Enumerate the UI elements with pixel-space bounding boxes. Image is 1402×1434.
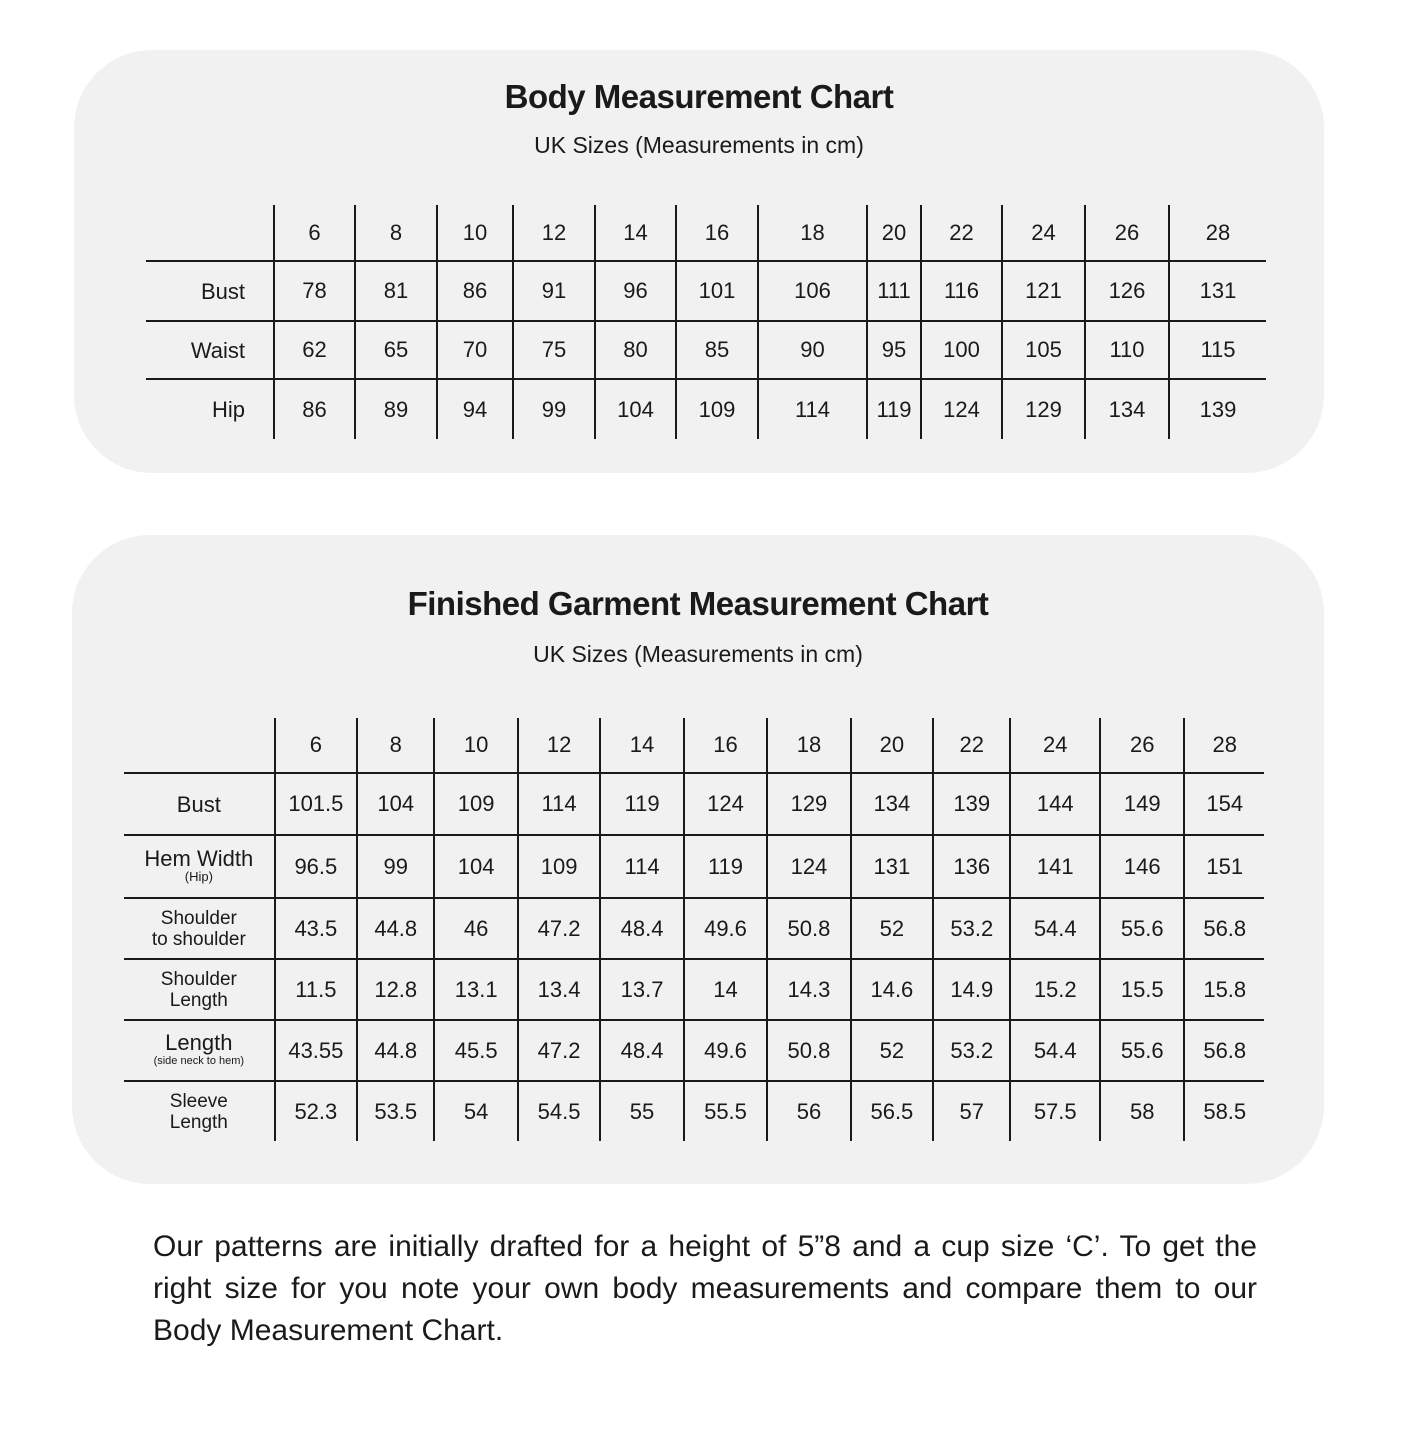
- table-cell: 65: [355, 321, 437, 379]
- size-header: 16: [676, 205, 758, 261]
- table-cell: 85: [676, 321, 758, 379]
- table-cell: 57.5: [1010, 1081, 1100, 1141]
- table-cell: 131: [1169, 261, 1266, 321]
- size-header: 18: [767, 718, 850, 773]
- table-cell: 56.5: [851, 1081, 933, 1141]
- table-cell: 53.2: [933, 898, 1010, 959]
- size-header: 20: [867, 205, 921, 261]
- table-cell: 105: [1002, 321, 1085, 379]
- size-header: 10: [437, 205, 513, 261]
- table-cell: 55.6: [1100, 1020, 1184, 1081]
- table-cell: 11.5: [275, 959, 357, 1020]
- table-cell: 129: [1002, 379, 1085, 439]
- table-cell: 13.7: [600, 959, 683, 1020]
- table-cell: 55.5: [684, 1081, 767, 1141]
- size-header: 6: [275, 718, 357, 773]
- table-cell: 134: [1085, 379, 1169, 439]
- table-cell: 45.5: [434, 1020, 517, 1081]
- size-header: 22: [921, 205, 1002, 261]
- table-cell: 55: [600, 1081, 683, 1141]
- row-label: [124, 959, 275, 1020]
- table-cell: 96: [595, 261, 676, 321]
- row-label-line1: Sleeve: [169, 1090, 228, 1112]
- table-cell: 56.8: [1184, 1020, 1264, 1081]
- table-cell: 43.55: [275, 1020, 357, 1081]
- row-label: [124, 898, 275, 959]
- size-header: 14: [595, 205, 676, 261]
- row-label: Bust: [146, 261, 274, 321]
- table-cell: 149: [1100, 773, 1184, 835]
- table-row: [146, 379, 1266, 439]
- table-cell: 78: [274, 261, 355, 321]
- table-cell: 121: [1002, 261, 1085, 321]
- table-cell: 86: [437, 261, 513, 321]
- table-cell: 129: [767, 773, 850, 835]
- table-row: [124, 959, 1264, 1020]
- table-cell: 47.2: [518, 1020, 600, 1081]
- table-cell: 119: [600, 773, 683, 835]
- table-row: [146, 261, 1266, 321]
- body-measurement-panel: [74, 50, 1324, 473]
- table-cell: 52: [851, 1020, 933, 1081]
- garment-chart-subtitle: UK Sizes (Measurements in cm): [533, 641, 863, 667]
- table-cell: 119: [867, 379, 921, 439]
- garment-measurement-panel: [72, 535, 1324, 1184]
- size-header: 20: [851, 718, 933, 773]
- table-cell: 124: [921, 379, 1002, 439]
- table-row: [146, 321, 1266, 379]
- table-cell: 144: [1010, 773, 1100, 835]
- table-cell: 114: [758, 379, 867, 439]
- table-cell: 49.6: [684, 1020, 767, 1081]
- size-header: 8: [357, 718, 434, 773]
- body-chart-subtitle: UK Sizes (Measurements in cm): [534, 132, 864, 158]
- table-cell: 134: [851, 773, 933, 835]
- sizing-note: Our patterns are initially drafted for a height of 5”8 and a cup size ‘C’. To get the right size for you note your own body measurements and compare them to our Body Measurement Chart.: [153, 1230, 1257, 1347]
- row-label: Waist: [146, 321, 274, 379]
- table-cell: 12.8: [357, 959, 434, 1020]
- table-row: [124, 898, 1264, 959]
- table-cell: 15.8: [1184, 959, 1264, 1020]
- table-cell: 100: [921, 321, 1002, 379]
- table-cell: 81: [355, 261, 437, 321]
- table-cell: 49.6: [684, 898, 767, 959]
- table-cell: 43.5: [275, 898, 357, 959]
- table-cell: 53.5: [357, 1081, 434, 1141]
- table-cell: 104: [595, 379, 676, 439]
- size-header: 26: [1085, 205, 1169, 261]
- row-label-line1: Shoulder: [160, 907, 237, 929]
- table-cell: 109: [434, 773, 517, 835]
- table-cell: 52: [851, 898, 933, 959]
- table-cell: 44.8: [357, 898, 434, 959]
- table-cell: 89: [355, 379, 437, 439]
- table-cell: 106: [758, 261, 867, 321]
- row-label: Bust: [124, 773, 275, 835]
- table-cell: 96.5: [275, 835, 357, 898]
- table-cell: 109: [518, 835, 600, 898]
- table-cell: 53.2: [933, 1020, 1010, 1081]
- table-cell: 104: [434, 835, 517, 898]
- size-header: 22: [933, 718, 1010, 773]
- row-label-line2: to shoulder: [151, 928, 246, 950]
- row-label: [124, 835, 275, 898]
- table-cell: 116: [921, 261, 1002, 321]
- garment-chart-title: Finished Garment Measurement Chart: [407, 585, 989, 622]
- table-cell: 54.4: [1010, 1020, 1100, 1081]
- table-row: [124, 1081, 1264, 1141]
- size-header: 24: [1010, 718, 1100, 773]
- row-label-main: Hem Width: [144, 846, 254, 871]
- table-cell: 91: [513, 261, 595, 321]
- size-header: 12: [518, 718, 600, 773]
- table-cell: 56: [767, 1081, 850, 1141]
- table-cell: 101.5: [275, 773, 357, 835]
- table-cell: 131: [851, 835, 933, 898]
- table-cell: 139: [933, 773, 1010, 835]
- table-cell: 141: [1010, 835, 1100, 898]
- size-header: 26: [1100, 718, 1184, 773]
- table-cell: 56.8: [1184, 898, 1264, 959]
- row-label-note: (side neck to hem): [153, 1055, 245, 1067]
- row-label-line1: Shoulder: [160, 968, 237, 990]
- table-cell: 48.4: [600, 1020, 683, 1081]
- table-cell: 58: [1100, 1081, 1184, 1141]
- table-cell: 115: [1169, 321, 1266, 379]
- table-cell: 151: [1184, 835, 1264, 898]
- size-header: 16: [684, 718, 767, 773]
- table-cell: 44.8: [357, 1020, 434, 1081]
- table-row: [124, 1020, 1264, 1081]
- table-cell: 75: [513, 321, 595, 379]
- garment-measurement-table: [124, 718, 1264, 1141]
- table-cell: 86: [274, 379, 355, 439]
- table-cell: 14.3: [767, 959, 850, 1020]
- table-cell: 126: [1085, 261, 1169, 321]
- size-header: 12: [513, 205, 595, 261]
- table-cell: 154: [1184, 773, 1264, 835]
- table-cell: 52.3: [275, 1081, 357, 1141]
- size-header: 28: [1184, 718, 1264, 773]
- table-cell: 90: [758, 321, 867, 379]
- body-measurement-table: [146, 205, 1266, 439]
- row-label-line2: Length: [169, 1111, 228, 1133]
- size-header: 8: [355, 205, 437, 261]
- table-cell: 54.4: [1010, 898, 1100, 959]
- row-label: Hip: [146, 379, 274, 439]
- table-cell: 58.5: [1184, 1081, 1264, 1141]
- table-cell: 80: [595, 321, 676, 379]
- table-cell: 139: [1169, 379, 1266, 439]
- row-label: [124, 1020, 275, 1081]
- size-header: 28: [1169, 205, 1266, 261]
- size-header: 18: [758, 205, 867, 261]
- table-cell: 57: [933, 1081, 1010, 1141]
- table-cell: 104: [357, 773, 434, 835]
- table-cell: 94: [437, 379, 513, 439]
- table-cell: 101: [676, 261, 758, 321]
- row-label-note: (Hip): [184, 869, 213, 884]
- table-cell: 114: [600, 835, 683, 898]
- table-cell: 54.5: [518, 1081, 600, 1141]
- size-header: 6: [274, 205, 355, 261]
- row-label-main: Length: [165, 1030, 233, 1055]
- table-cell: 50.8: [767, 1020, 850, 1081]
- table-cell: 15.2: [1010, 959, 1100, 1020]
- table-cell: 136: [933, 835, 1010, 898]
- row-label: [124, 1081, 275, 1141]
- size-header-row: [124, 718, 1264, 773]
- size-header-row: [146, 205, 1266, 261]
- table-cell: 70: [437, 321, 513, 379]
- table-cell: 124: [767, 835, 850, 898]
- table-cell: 14.6: [851, 959, 933, 1020]
- table-cell: 50.8: [767, 898, 850, 959]
- size-header: 10: [434, 718, 517, 773]
- table-cell: 111: [867, 261, 921, 321]
- table-row: [124, 835, 1264, 898]
- table-cell: 15.5: [1100, 959, 1184, 1020]
- table-cell: 62: [274, 321, 355, 379]
- table-cell: 13.1: [434, 959, 517, 1020]
- table-cell: 95: [867, 321, 921, 379]
- table-cell: 110: [1085, 321, 1169, 379]
- row-label-line2: Length: [169, 989, 228, 1011]
- size-header: 14: [600, 718, 683, 773]
- table-cell: 14.9: [933, 959, 1010, 1020]
- table-row: [124, 773, 1264, 835]
- table-cell: 119: [684, 835, 767, 898]
- table-cell: 99: [357, 835, 434, 898]
- table-cell: 99: [513, 379, 595, 439]
- table-cell: 114: [518, 773, 600, 835]
- table-cell: 47.2: [518, 898, 600, 959]
- table-cell: 46: [434, 898, 517, 959]
- body-chart-title: Body Measurement Chart: [504, 78, 894, 115]
- table-cell: 54: [434, 1081, 517, 1141]
- table-cell: 13.4: [518, 959, 600, 1020]
- size-header: 24: [1002, 205, 1085, 261]
- table-cell: 109: [676, 379, 758, 439]
- table-cell: 48.4: [600, 898, 683, 959]
- table-cell: 55.6: [1100, 898, 1184, 959]
- table-cell: 146: [1100, 835, 1184, 898]
- table-cell: 14: [684, 959, 767, 1020]
- table-cell: 124: [684, 773, 767, 835]
